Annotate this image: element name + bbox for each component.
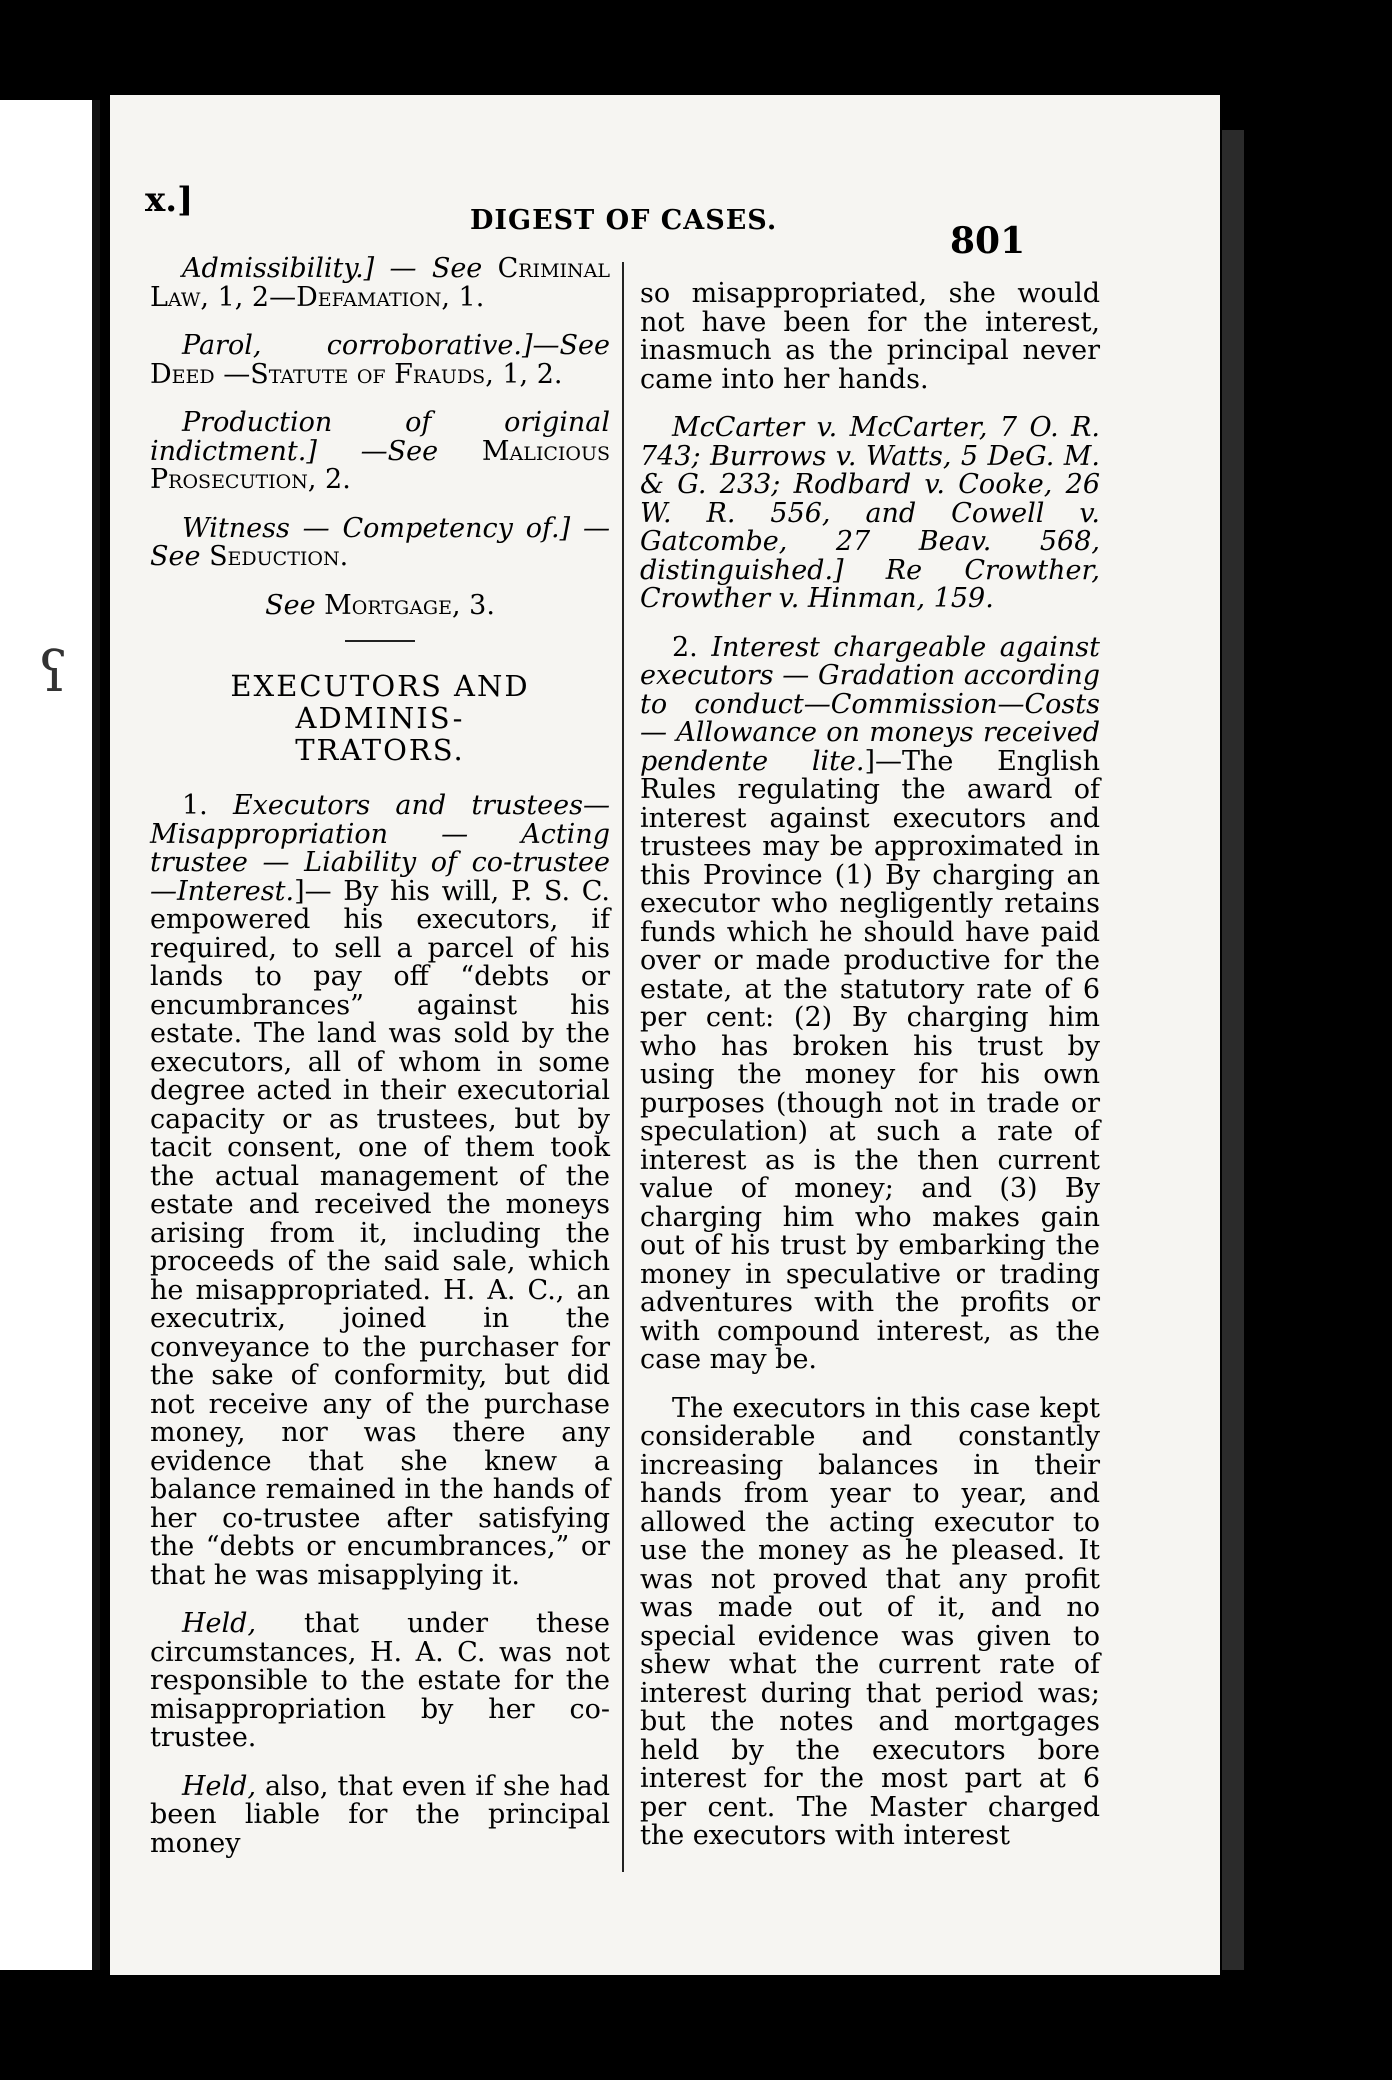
ref-target: Mortgage, 3.: [324, 589, 495, 621]
running-head-left: x.]: [145, 180, 194, 220]
case-headnote: Executors and trustees—Misappropriation — Acting trustee — Liability of co-trustee—Interest.: [150, 790, 610, 907]
page-number: 801: [950, 220, 1026, 262]
ref-target: Malicious Prosecution, 2.: [150, 435, 610, 495]
holding-text: also, that even if she had been liable for the principal money: [150, 1770, 610, 1859]
ref-see: ] —See: [150, 512, 610, 572]
left-column: [150, 255, 610, 1878]
case-body: ]—The English Rules regulating the award of interest against executors and trustees may be approximated in this Province (1) By charging an executor who negligently retains funds which he should have paid over or made productive for the estate, at the statutory rate of 6 per cent: (2) By charging him who has broken his trust by using the money for his own purposes (though not in trade or speculation) at such a rate of interest as is the then current value of money; and (3) By charging him who makes gain out of his trust by embarking the money in speculative or trading adventures with the profits or with compound interest, as the case may be.: [640, 745, 1100, 1375]
ref-target: Deed —Statute of Frauds, 1, 2.: [150, 358, 563, 390]
ref-heading: Production of original indictment.: [150, 407, 610, 467]
margin-scribble: ʕ: [38, 640, 69, 705]
case-number: 1.: [182, 790, 208, 821]
ref-see: See: [265, 589, 316, 621]
case-entry: [640, 631, 1100, 1375]
right-column: [640, 280, 1100, 1871]
ref-see: ]—See: [522, 330, 610, 361]
citations: [640, 414, 1100, 614]
held-label: Held,: [182, 1770, 257, 1802]
cross-reference: [150, 332, 610, 389]
held-label: Held,: [182, 1608, 257, 1639]
section-title: [150, 670, 610, 766]
column-divider: [622, 262, 624, 1872]
holding-text: that under these circumstances, H. A. C. was not responsible to the estate for the misappropriation by her co-trustee.: [150, 1608, 610, 1753]
ref-heading: Admissibility.: [182, 253, 364, 284]
adjacent-page-border: [92, 100, 100, 1970]
page-edge-shadow: [1222, 130, 1244, 1970]
holding: [150, 1610, 610, 1753]
ref-heading: Parol, corroborative.: [182, 330, 522, 361]
case-entry: [150, 792, 610, 1590]
case-number: 2.: [672, 631, 698, 663]
case-headnote: Interest chargeable against executors — Gradation according to conduct—Commission—Costs — Allowance on moneys received pendente lite.: [640, 631, 1100, 777]
ref-see: ] — See: [363, 253, 483, 284]
section-rule: [345, 640, 415, 642]
case-body: ]— By his will, P. S. C. empowered his executors, if required, to sell a parcel of his lands to pay off “debts or encumbrances” against his estate. The land was sold by the executors, all of whom in some degree acted in their executorial capacity or as trustees, but by tacit consent, one of them took the actual management of the estate and received the moneys arising from it, including the proceeds of the said sale, which he misappropriated. H. A. C., an executrix, joined in the conveyance to the purchaser for the sake of conformity, but did not receive any of the purchase money, nor was there any evidence that she knew a balance remained in the hands of her co-trustee after satisfying the “debts or encumbrances,” or that he was misapplying it.: [150, 875, 610, 1591]
section-title-line: TRATORS.: [295, 733, 465, 767]
cross-reference: [150, 512, 610, 572]
cross-reference: [150, 409, 610, 495]
ref-see: ] —See: [306, 435, 439, 467]
citation-list: McCarter v. McCarter, 7 O. R. 743; Burrows v. Watts, 5 DeG. M. & G. 233; Rodbard v. Cooke, 26 W. R. 556, and Cowell v. Gatcombe, 27 Beav. 568, distinguished.] Re Crowther, Crowther v. Hinman, 159.: [640, 412, 1100, 614]
cross-reference: [150, 255, 610, 312]
ref-target: Criminal Law, 1, 2—Defamation, 1.: [150, 253, 610, 313]
holding: [150, 1770, 610, 1859]
paragraph: The executors in this case kept considerable and constantly increasing balances in their hands from year to year, and allowed the acting executor to use the money as he pleased. It was not proved that any profit was made out of it, and no special evidence was given to shew what the current rate of interest during that period was; but the notes and mortgages held by the executors bore interest for the most part at 6 per cent. The Master charged the executors with interest: [640, 1392, 1100, 1851]
adjacent-page-strip: [0, 100, 95, 1970]
continued-text: so misappropriated, she would not have been for the interest, inasmuch as the principal never came into her hands.: [640, 278, 1100, 395]
section-title-line: EXECUTORS AND ADMINIS-: [230, 669, 530, 735]
cross-reference: [150, 589, 610, 621]
running-head-title: DIGEST OF CASES.: [470, 205, 778, 236]
ref-heading: Witness — Competency of.: [182, 512, 560, 544]
ref-target: Seduction.: [209, 541, 349, 572]
